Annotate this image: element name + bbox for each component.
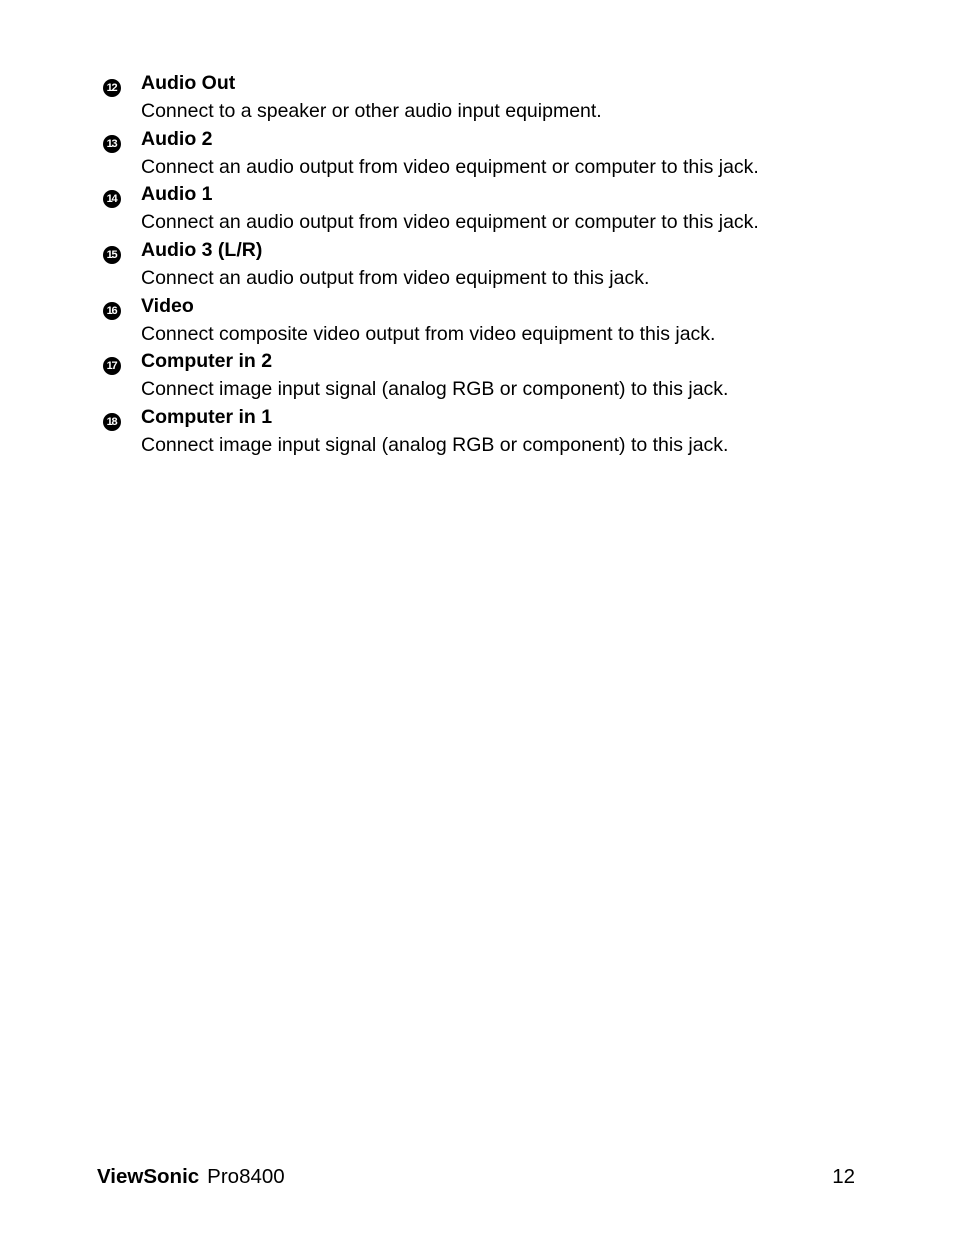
list-item-video [103, 293, 863, 349]
number-badge-icon: 16 [103, 302, 121, 320]
number-badge-icon: 13 [103, 135, 121, 153]
item-title: Audio 3 (L/R) [141, 239, 263, 262]
item-description: Connect an audio output from video equipment or computer to this jack. [141, 211, 759, 234]
list-item-computer-in-2 [103, 348, 863, 404]
item-title: Video [141, 294, 194, 317]
page-number: 12 [832, 1165, 855, 1188]
item-description: Connect an audio output from video equipment or computer to this jack. [141, 155, 759, 178]
page-footer [97, 1163, 855, 1191]
list-item-audio-out [103, 70, 863, 126]
list-item-computer-in-1 [103, 404, 863, 460]
list-item-audio-2 [103, 126, 863, 182]
model-name: Pro8400 [207, 1165, 285, 1188]
item-description: Connect image input signal (analog RGB or component) to this jack. [141, 434, 729, 457]
number-badge-icon: 15 [103, 246, 121, 264]
number-badge-icon: 14 [103, 190, 121, 208]
list-item-audio-3 [103, 237, 863, 293]
brand-name: ViewSonic [97, 1165, 200, 1188]
item-title: Audio Out [141, 72, 236, 94]
item-description: Connect composite video output from video equipment to this jack. [141, 322, 716, 345]
item-description: Connect an audio output from video equipment to this jack. [141, 267, 650, 290]
number-badge-icon: 17 [103, 357, 121, 375]
item-description: Connect to a speaker or other audio input equipment. [141, 100, 602, 122]
number-badge-icon: 12 [103, 79, 121, 97]
item-title: Audio 1 [141, 183, 213, 206]
list-item-audio-1 [103, 181, 863, 237]
item-title: Computer in 1 [141, 406, 273, 429]
item-description: Connect image input signal (analog RGB or component) to this jack. [141, 378, 729, 401]
connector-list [103, 70, 863, 460]
number-badge-icon: 18 [103, 413, 121, 431]
item-title: Audio 2 [141, 127, 213, 150]
item-title: Computer in 2 [141, 350, 273, 373]
